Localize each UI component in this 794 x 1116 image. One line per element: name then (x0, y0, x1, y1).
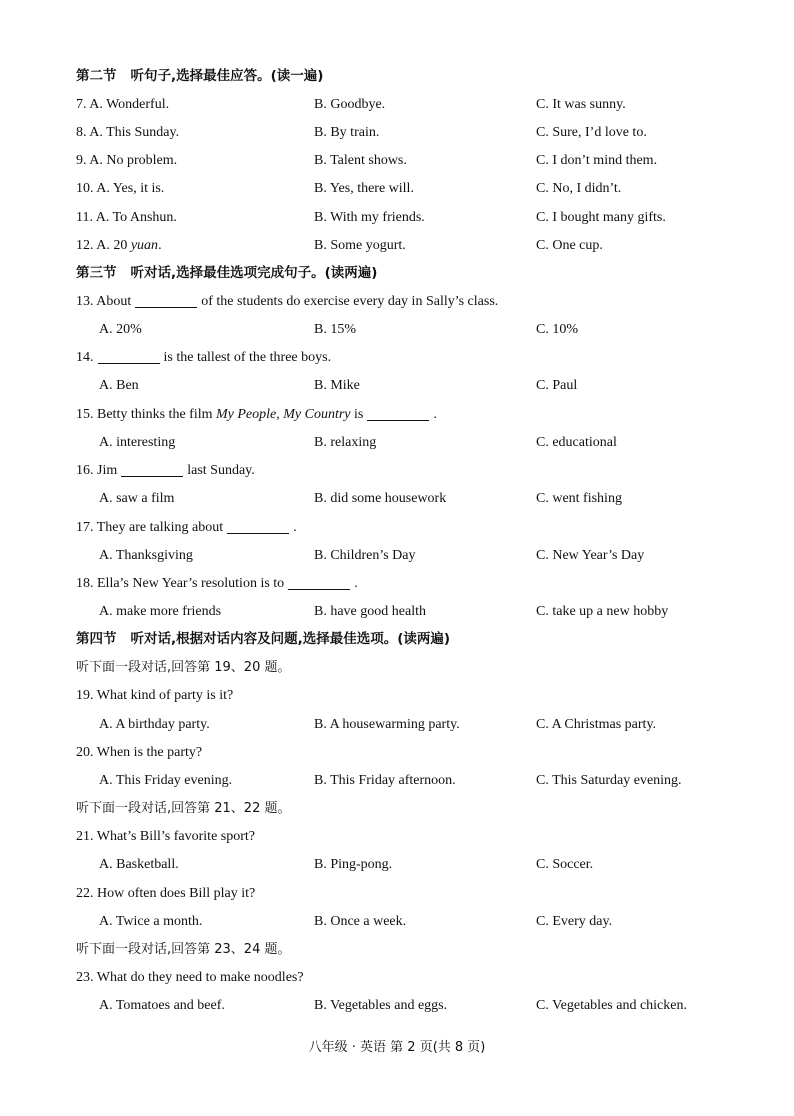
question-19-stem: 19. What kind of party is it? (76, 688, 234, 703)
stem-start: 16. Jim (76, 463, 118, 478)
option-c: C. Every day. (536, 914, 613, 929)
option-b: B. By train. (314, 125, 380, 140)
option-b: B. Talent shows. (314, 153, 407, 168)
section-2-heading (76, 65, 323, 87)
answer-blank (98, 349, 160, 364)
question-18-stem (76, 573, 358, 595)
option-a: A. Ben (99, 378, 139, 393)
section-number: 第四节 (76, 631, 117, 647)
section-4-heading (76, 628, 450, 650)
option-b: B. did some housework (314, 491, 447, 506)
option-c: C. A Christmas party. (536, 717, 657, 732)
stem-end: of the students do exercise every day in Sally’s class. (201, 294, 499, 309)
option-c: C. This Saturday evening. (536, 773, 682, 788)
answer-blank (135, 293, 197, 308)
question-18-options (0, 601, 794, 623)
option-a-punct: . (158, 238, 162, 253)
option-b: B. Children’s Day (314, 548, 416, 563)
question-16-options (0, 488, 794, 510)
option-a: 9. A. No problem. (76, 153, 178, 168)
stem-start: 17. They are talking about (76, 520, 224, 535)
film-title: My People, My Country (216, 407, 351, 422)
answer-blank (121, 462, 183, 477)
dialogue-note-1: 听下面一段对话,回答第 19、20 题。 (76, 660, 291, 675)
question-17-stem (76, 517, 297, 539)
option-c: C. One cup. (536, 238, 603, 253)
question-19-options (0, 714, 794, 736)
answer-blank (367, 406, 429, 421)
question-7 (0, 94, 794, 116)
question-14-options (0, 375, 794, 397)
stem-end: . (433, 407, 437, 422)
section-title: 听对话,选择最佳选项完成句子。(读两遍) (130, 265, 378, 281)
option-b: B. Once a week. (314, 914, 407, 929)
option-a (76, 235, 162, 257)
option-c: C. It was sunny. (536, 97, 626, 112)
option-a: A. A birthday party. (99, 717, 210, 732)
option-a: 8. A. This Sunday. (76, 125, 180, 140)
option-b: B. Goodbye. (314, 97, 386, 112)
question-23-options (0, 995, 794, 1017)
stem-start: 14. (76, 350, 94, 365)
option-a: A. 20% (99, 322, 142, 337)
option-a-text: 12. A. 20 (76, 238, 131, 253)
option-c: C. 10% (536, 322, 578, 337)
option-a: A. Thanksgiving (99, 548, 193, 563)
option-c: C. New Year’s Day (536, 548, 645, 563)
question-11 (0, 207, 794, 229)
option-b: B. relaxing (314, 435, 377, 450)
option-b: B. 15% (314, 322, 356, 337)
option-a: A. Tomatoes and beef. (99, 998, 225, 1013)
question-23-stem: 23. What do they need to make noodles? (76, 970, 304, 985)
question-17-options (0, 545, 794, 567)
stem-start: 15. Betty thinks the film (76, 407, 216, 422)
stem-start: 18. Ella’s New Year’s resolution is to (76, 576, 285, 591)
option-b: B. This Friday afternoon. (314, 773, 456, 788)
option-b: B. With my friends. (314, 210, 425, 225)
option-b: B. A housewarming party. (314, 717, 460, 732)
question-21-options (0, 854, 794, 876)
section-title: 听对话,根据对话内容及问题,选择最佳选项。(读两遍) (130, 631, 451, 647)
stem-mid: is (350, 407, 364, 422)
section-3-heading (76, 262, 377, 284)
question-21-stem: 21. What’s Bill’s favorite sport? (76, 829, 255, 844)
option-c: C. take up a new hobby (536, 604, 669, 619)
option-c: C. went fishing (536, 491, 622, 506)
section-number: 第二节 (76, 68, 117, 84)
option-c: C. Vegetables and chicken. (536, 998, 687, 1013)
dialogue-note-2: 听下面一段对话,回答第 21、22 题。 (76, 801, 291, 816)
stem-end: . (293, 520, 297, 535)
option-c: C. I bought many gifts. (536, 210, 666, 225)
question-13-options (0, 319, 794, 341)
option-a-unit: yuan (130, 238, 159, 253)
question-9 (0, 150, 794, 172)
option-a: 10. A. Yes, it is. (76, 181, 165, 196)
option-b: B. Ping-pong. (314, 857, 393, 872)
option-c: C. educational (536, 435, 617, 450)
question-16-stem (76, 460, 255, 482)
option-b: B. Some yogurt. (314, 238, 406, 253)
question-13-stem (76, 291, 498, 313)
answer-blank (227, 519, 289, 534)
option-c: C. Paul (536, 378, 578, 393)
question-10 (0, 178, 794, 200)
option-b: B. Vegetables and eggs. (314, 998, 448, 1013)
option-a: 7. A. Wonderful. (76, 97, 170, 112)
question-14-stem (76, 347, 331, 369)
question-22-stem: 22. How often does Bill play it? (76, 886, 256, 901)
option-a: A. saw a film (99, 491, 175, 506)
question-12 (0, 235, 794, 257)
dialogue-note-3: 听下面一段对话,回答第 23、24 题。 (76, 942, 291, 957)
question-15-stem (76, 404, 437, 426)
option-a: A. This Friday evening. (99, 773, 233, 788)
option-a: A. interesting (99, 435, 176, 450)
answer-blank (288, 575, 350, 590)
option-a: 11. A. To Anshun. (76, 210, 177, 225)
stem-end: is the tallest of the three boys. (163, 350, 332, 365)
stem-end: last Sunday. (187, 463, 255, 478)
question-15-options (0, 432, 794, 454)
question-22-options (0, 911, 794, 933)
option-b: B. Yes, there will. (314, 181, 414, 196)
option-c: C. No, I didn’t. (536, 181, 622, 196)
option-c: C. I don’t mind them. (536, 153, 658, 168)
section-number: 第三节 (76, 265, 117, 281)
question-8 (0, 122, 794, 144)
stem-end: . (354, 576, 358, 591)
option-a: A. Twice a month. (99, 914, 203, 929)
option-a: A. Basketball. (99, 857, 179, 872)
option-c: C. Sure, I’d love to. (536, 125, 647, 140)
page-footer: 八年级 · 英语 第 2 页(共 8 页) (308, 1040, 486, 1055)
stem-start: 13. About (76, 294, 132, 309)
question-20-options (0, 770, 794, 792)
option-b: B. Mike (314, 378, 360, 393)
option-a: A. make more friends (99, 604, 222, 619)
question-20-stem: 20. When is the party? (76, 745, 203, 760)
option-c: C. Soccer. (536, 857, 594, 872)
section-title: 听句子,选择最佳应答。(读一遍) (130, 68, 324, 84)
option-b: B. have good health (314, 604, 426, 619)
